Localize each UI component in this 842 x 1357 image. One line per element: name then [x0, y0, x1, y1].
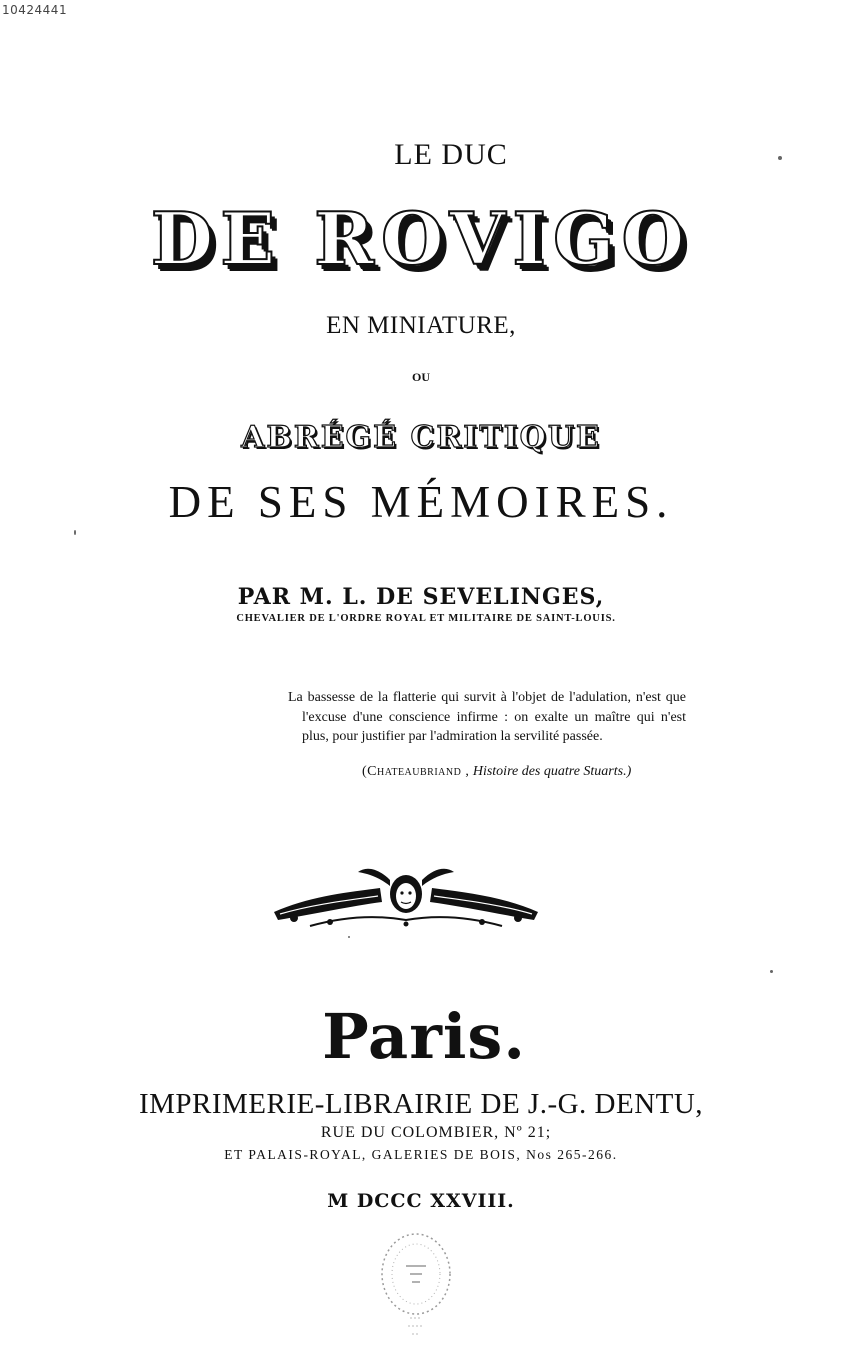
paper-speck — [778, 156, 782, 160]
epigraph-source — [362, 764, 631, 780]
epigraph-source-work: Histoire des quatre Stuarts.) — [472, 764, 632, 779]
imprint-year: M DCCC XXVIII. — [327, 1190, 515, 1212]
paper-speck — [74, 530, 76, 535]
conjunction: OU — [412, 370, 430, 384]
author-title: CHEVALIER DE L'ORDRE ROYAL ET MILITAIRE DE SAINT-LOUIS. — [236, 613, 616, 624]
epigraph-text: La bassesse de la flatterie qui survit à l'objet de l'adulation, n'est que l'excuse d'une conscience infirme : on exalte un maître qui n'est plus, pour justifier par l'admiration la servilité passée. — [288, 690, 686, 744]
catalog-id: 10424441 — [2, 3, 68, 17]
imprint-printer: IMPRIMERIE-LIBRAIRIE DE J.-G. DENTU, — [138, 1088, 704, 1120]
ornament-vignette-icon — [270, 862, 542, 934]
title-line-2: DE ROVIGO — [150, 196, 692, 281]
imprint-city: Paris. — [322, 1000, 526, 1073]
paper-speck — [348, 936, 350, 938]
paper-speck — [770, 970, 773, 973]
subtitle-memoires: DE SES MÉMOIRES. — [168, 477, 674, 527]
epigraph — [288, 688, 686, 747]
epigraph-source-author: (Chateaubriand , — [362, 764, 470, 779]
subtitle-line: EN MINIATURE, — [326, 312, 516, 339]
subtitle-decorated: ABRÉGÉ CRITIQUE — [241, 420, 601, 455]
imprint-address-2: ET PALAIS-ROYAL, GALERIES DE BOIS, Nos 265-266. — [224, 1147, 618, 1162]
author-name: PAR M. L. DE SEVELINGES, — [237, 584, 605, 610]
library-stamp-icon — [376, 1226, 456, 1346]
imprint-address-1: RUE DU COLOMBIER, Nº 21; — [320, 1124, 552, 1141]
title-line-1: LE DUC — [394, 138, 508, 171]
